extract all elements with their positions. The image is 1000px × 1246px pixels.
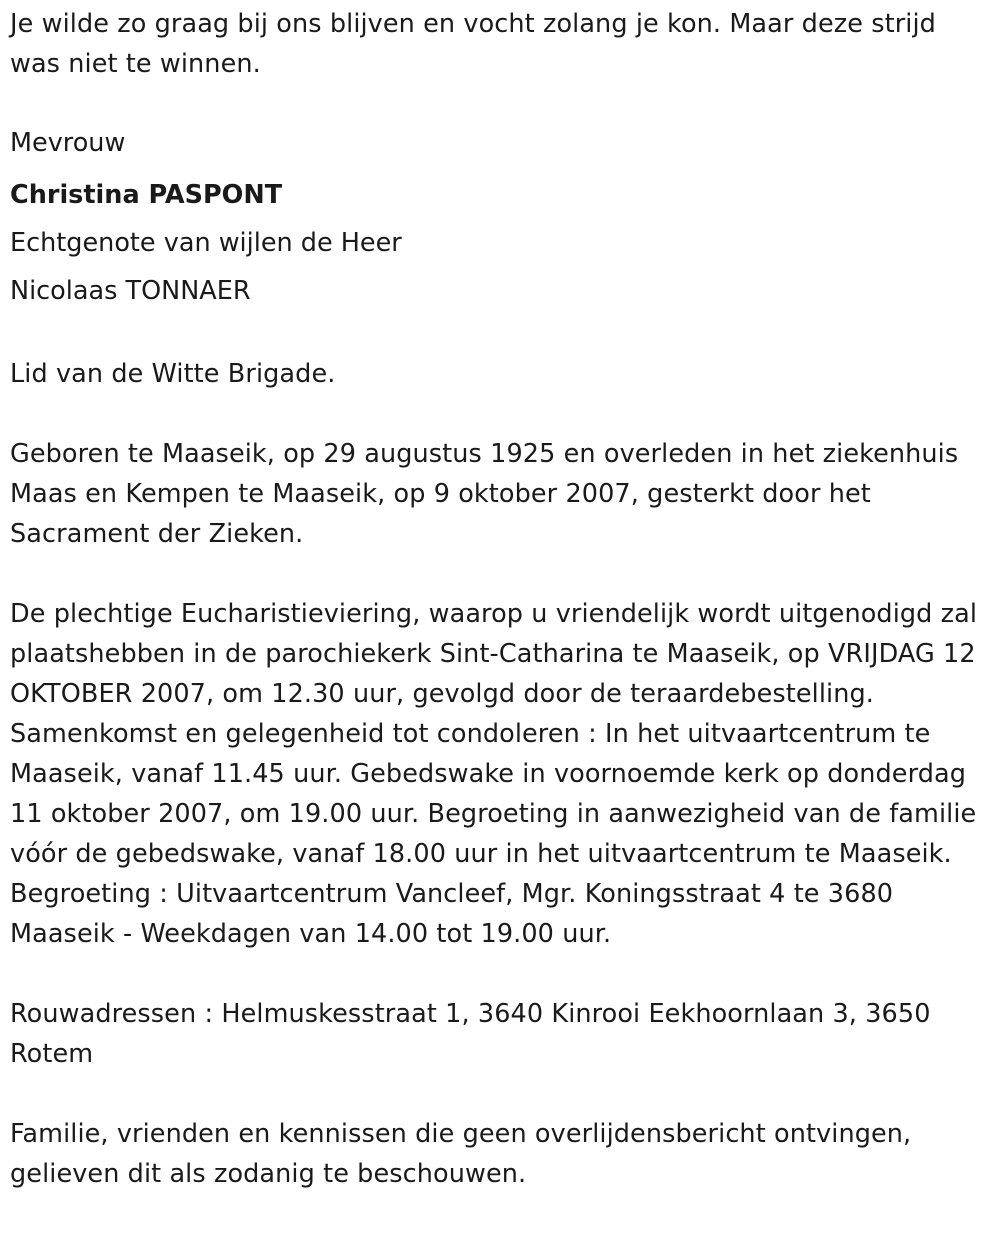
birth-death-paragraph: Geboren te Maaseik, op 29 augustus 1925 en overleden in het ziekenhuis Maas en Kempen te Maaseik, op 9 oktober 2007, gesterkt door het Sacrament der Zieken.	[10, 439, 959, 549]
deceased-name: Christina PASPONT	[10, 180, 283, 210]
obituary-document	[10, 4, 985, 1194]
spacer	[10, 1074, 985, 1114]
membership-paragraph: Lid van de Witte Brigade.	[10, 359, 336, 389]
ceremony-paragraph: De plechtige Eucharistieviering, waarop u vriendelijk wordt uitgenodigd zal plaatshebben in de parochiekerk Sint-Catharina te Maaseik, op VRIJDAG 12 OKTOBER 2007, om 12.30 uur, gevolgd door de teraardebestelling. Samenkomst en gelegenheid tot condoleren : In het uitvaartcentrum te Maaseik, vanaf 11.45 uur. Gebedswake in voornoemde kerk op donderdag 11 oktober 2007, om 19.00 uur. Begroeting in aanwezigheid van de familie vóór de gebedswake, vanaf 18.00 uur in het uitvaartcentrum te Maaseik. Begroeting : Uitvaartcentrum Vancleef, Mgr. Koningsstraat 4 te 3680 Maaseik - Weekdagen van 14.00 tot 19.00 uur.	[10, 599, 978, 949]
spacer	[10, 554, 985, 594]
relation-line-2: Nicolaas TONNAER	[10, 276, 251, 306]
spacer	[10, 84, 985, 123]
intro-paragraph: Je wilde zo graag bij ons blijven en vocht zolang je kon. Maar deze strijd was niet te winnen.	[10, 9, 936, 79]
addresses-paragraph: Rouwadressen : Helmuskesstraat 1, 3640 Kinrooi Eekhoornlaan 3, 3650 Rotem	[10, 999, 931, 1069]
spacer	[10, 394, 985, 434]
spacer	[10, 315, 985, 354]
person-block	[10, 123, 985, 315]
spacer	[10, 954, 985, 994]
salutation: Mevrouw	[10, 128, 126, 158]
relation-line-1: Echtgenote van wijlen de Heer	[10, 228, 402, 258]
closing-paragraph: Familie, vrienden en kennissen die geen overlijdensbericht ontvingen, gelieven dit als zodanig te beschouwen.	[10, 1119, 912, 1189]
